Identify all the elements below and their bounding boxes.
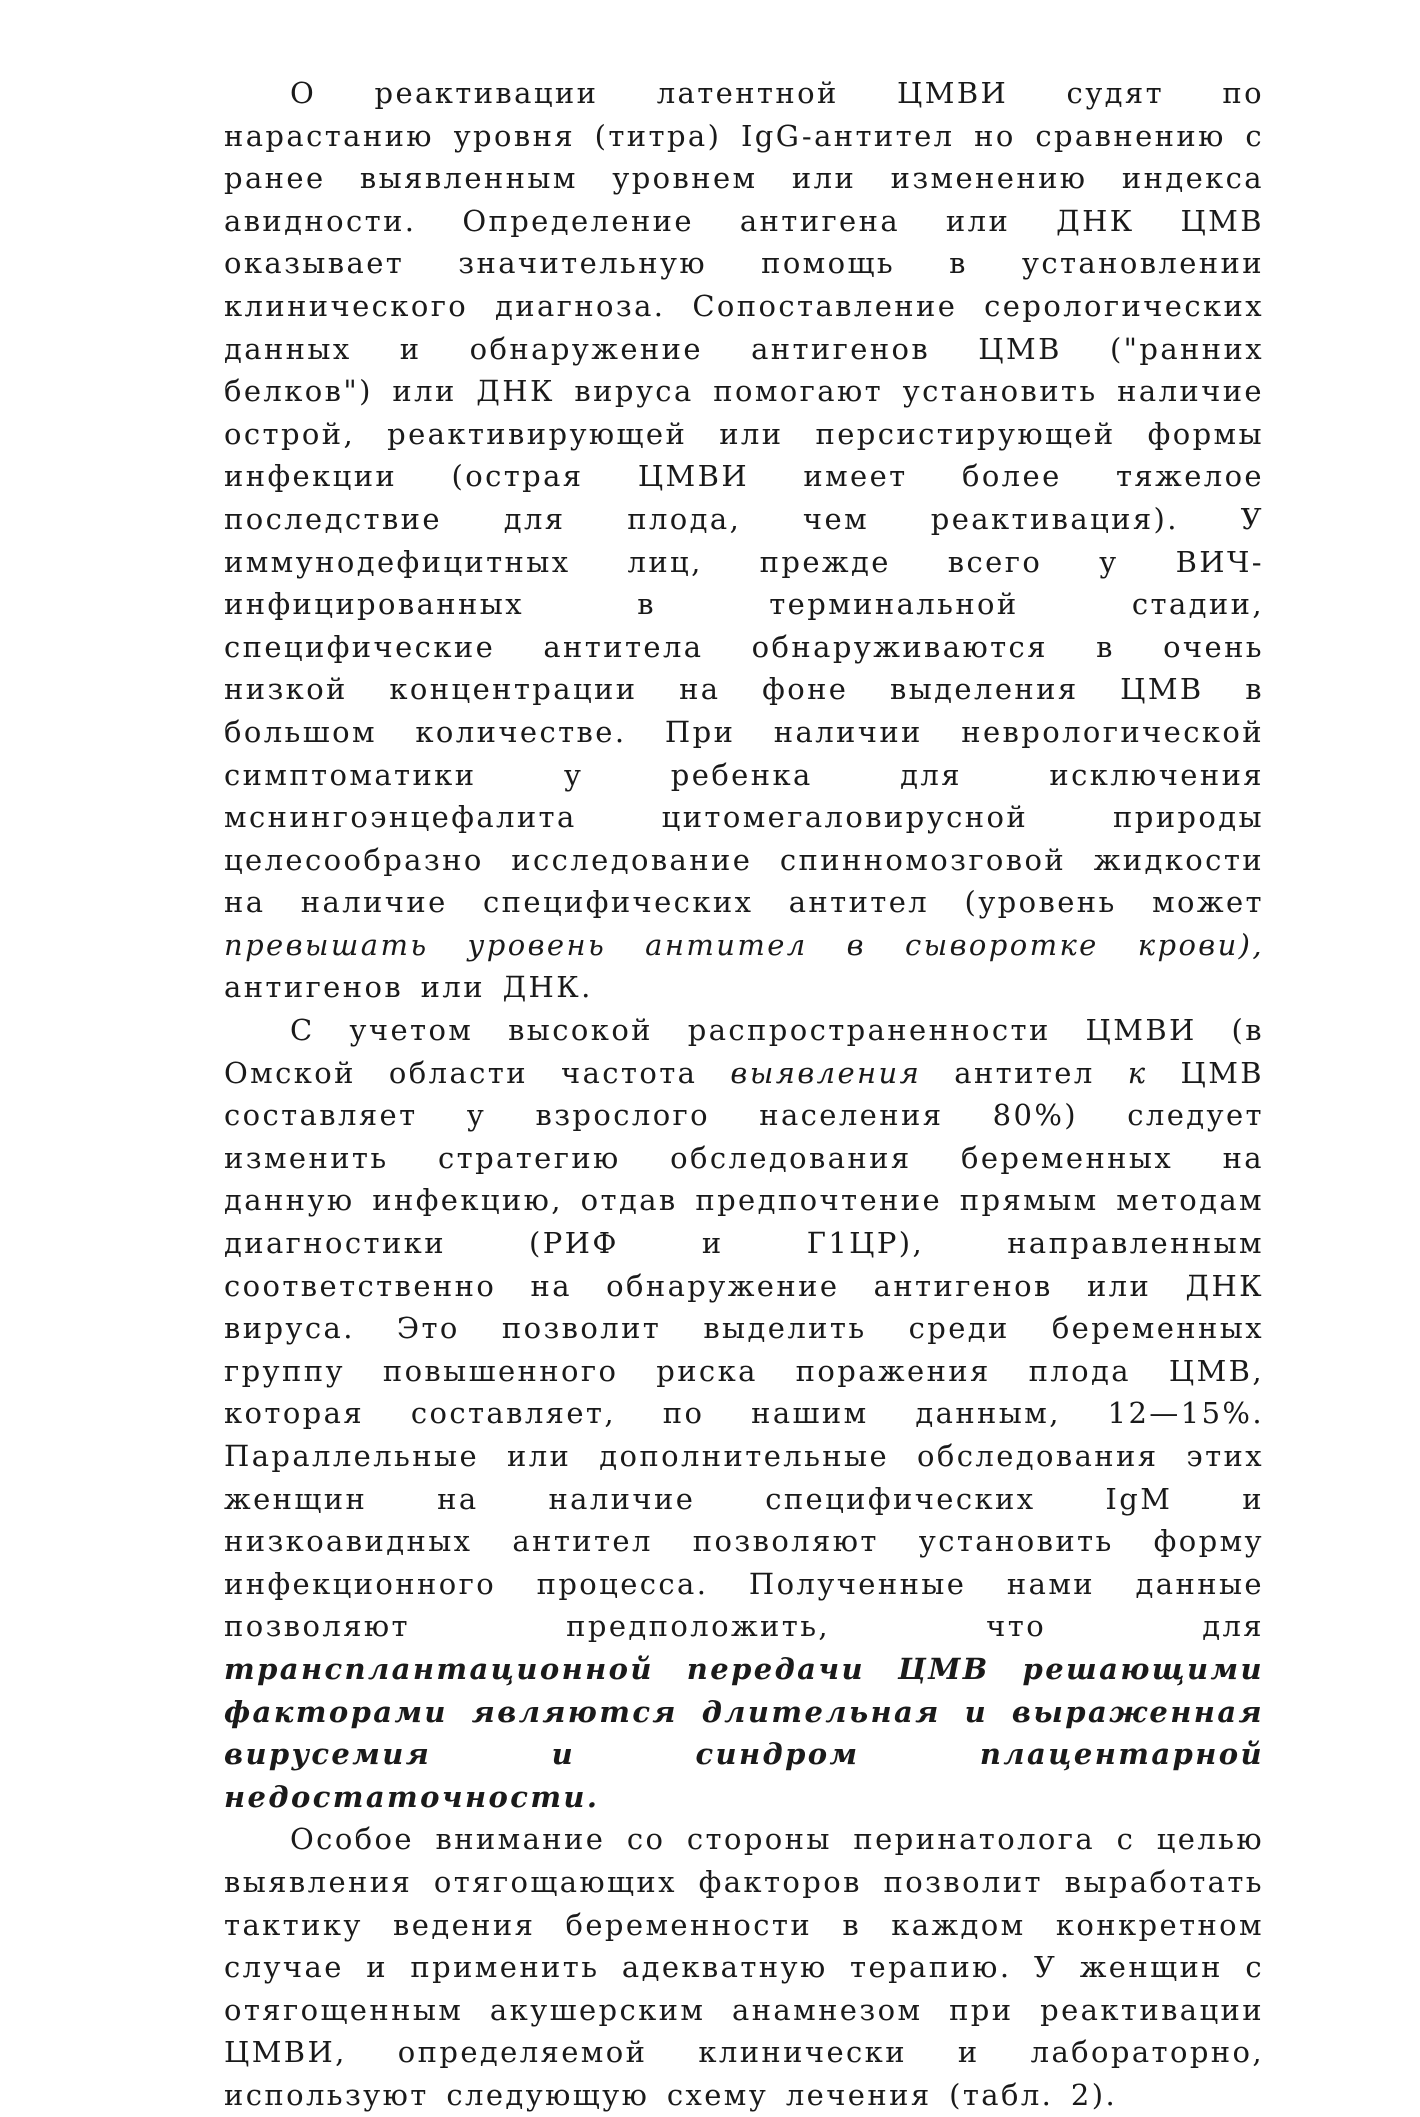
paragraph-2-emphasis-b: к (1127, 1055, 1148, 1090)
paragraph-treatment-tactics (224, 1818, 1264, 2116)
document-page (224, 72, 1264, 2117)
paragraph-2-emphasis-a: выявления (730, 1055, 922, 1090)
paragraph-reactivation-diagnosis (224, 72, 1264, 1009)
paragraph-3-text: Особое внимание со стороны перинатолога с целью выявления отягощающих факторов позволит выработать тактику ведения беременности в каждом конкретном случае и применить адекватную терапию. У женщин с отягощенным акушерским анамнезом при реактивации ЦМВИ, определяемой клинически и лабораторно, используют следующую схему лечения (табл. 2). (224, 1822, 1264, 2112)
paragraph-2-text-c: ЦМВ составляет у взрослого населения 80%) следует изменить стратегию обследования беременных на данную инфекцию, отдав предпочтение прямым методам диагностики (РИФ и Г1ЦР), направленным соответственно на обнаружение антигенов или ДНК вируса. Это позволит выделить среди беременных группу повышенного риска поражения плода ЦМВ, которая составляет, по нашим данным, 12—15%. Параллельные или дополнительные обследования этих женщин на наличие специфических IgM и низкоавидных антител позволяют установить форму инфекционного процесса. Полученные нами данные позволяют предположить, что для (224, 1055, 1264, 1644)
paragraph-1-emphasis: превышать уровень антител в сыворотке крови), (224, 927, 1264, 962)
paragraph-2-text-b: антител (921, 1055, 1128, 1090)
paragraph-1-ending: антигенов или ДНК. (224, 970, 593, 1005)
paragraph-screening-strategy (224, 1009, 1264, 1818)
paragraph-1-text: О реактивации латентной ЦМВИ судят по нарастанию уровня (титра) IgG-антител но сравнению с ранее выявленным уровнем или изменению индекса авидности. Определение антигена или ДНК ЦМВ оказывает значительную помощь в установлении клинического диагноза. Сопоставление серологических данных и обнаружение антигенов ЦМВ ("ранних белков") или ДНК вируса помогают установить наличие острой, реактивирующей или персистирующей формы инфекции (острая ЦМВИ имеет более тяжелое последствие для плода, чем реактивация). У иммунодефицитных лиц, прежде всего у ВИЧ-инфицированных в терминальной стадии, специфические антитела обнаруживаются в очень низкой концентрации на фоне выделения ЦМВ в большом количестве. При наличии неврологической симптоматики у ребенка для исключения мснингоэнцефалита цитомегаловирусной природы целесообразно исследование спинномозговой жидкости на наличие специфических антител (уровень может (224, 76, 1264, 920)
paragraph-2-conclusion: трансплантационной передачи ЦМВ решающими факторами являются длительная и выраженная вирусемия и синдром плацентарной недостаточности. (224, 1651, 1264, 1814)
paragraph-2-text-a: С учетом высокой распространенности ЦМВИ (в Омской области частота (224, 1013, 1264, 1090)
